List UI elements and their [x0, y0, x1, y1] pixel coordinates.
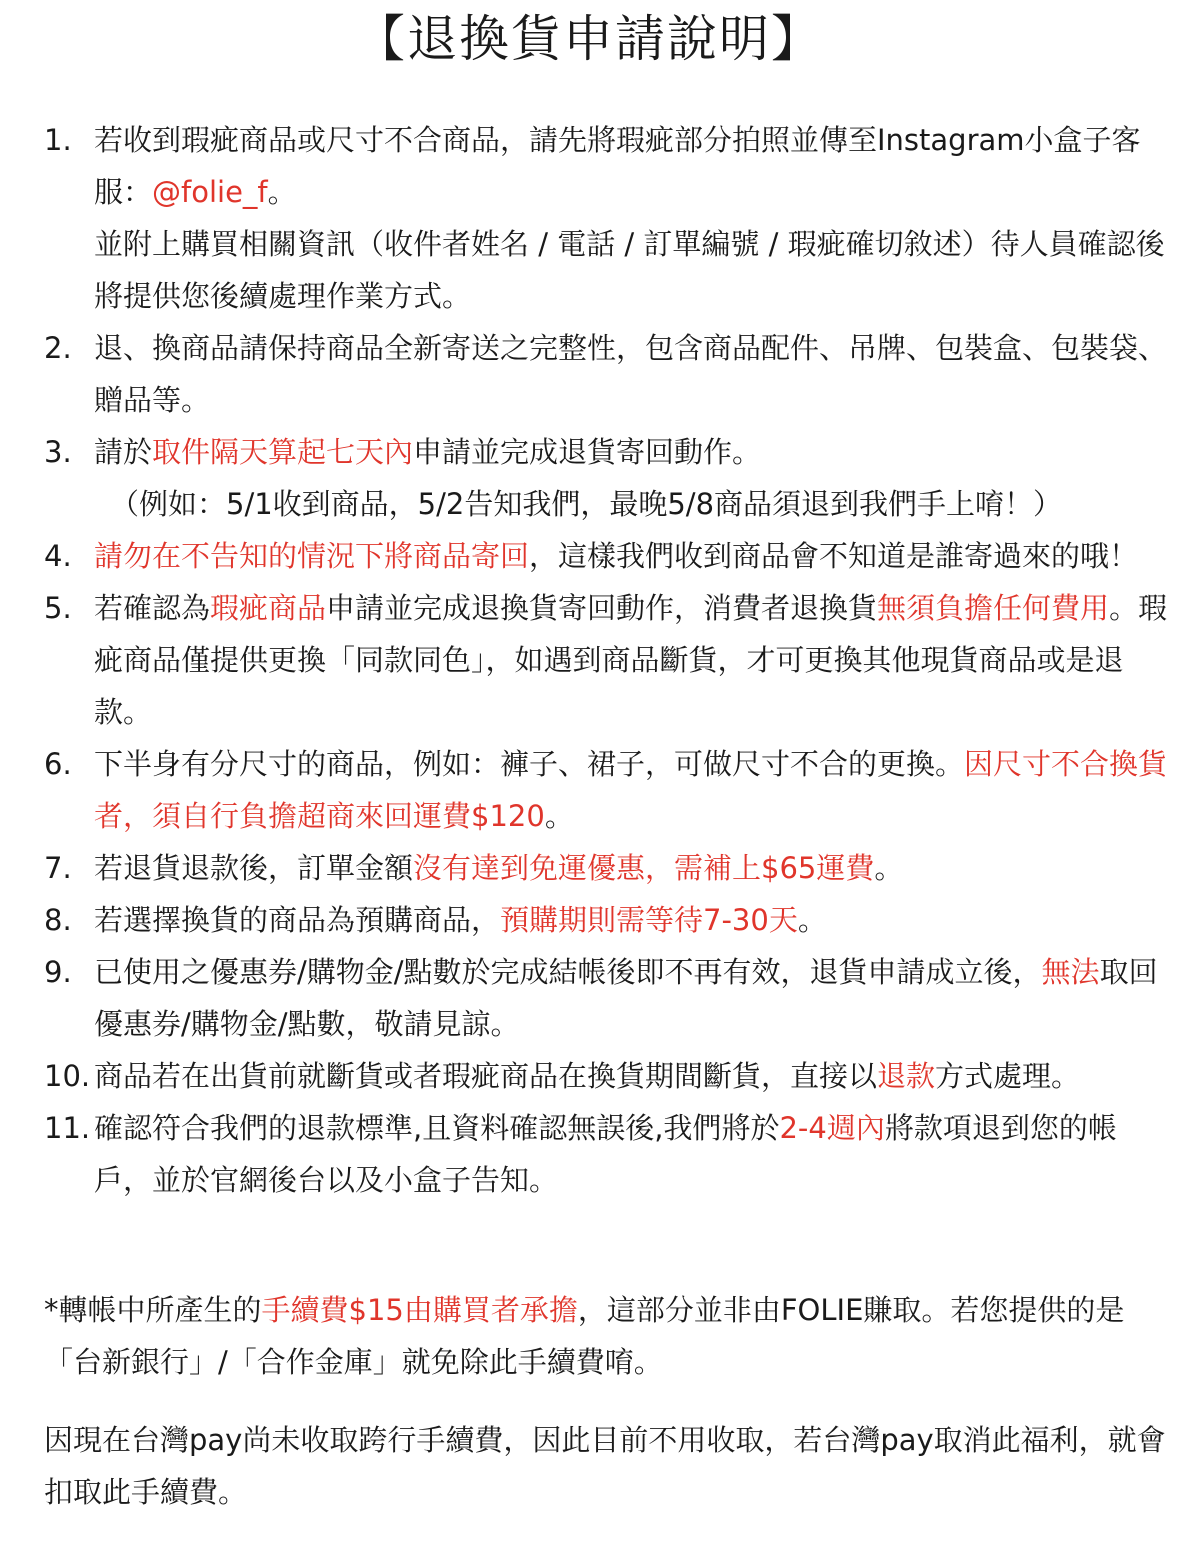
taiwan-pay-note: 因現在台灣pay尚未收取跨行手續費，因此目前不用收取，若台灣pay取消此福利，就會扣取此手續費。: [44, 1423, 1166, 1509]
list-item: [44, 582, 1168, 738]
highlight-text: 無須負擔任何費用: [877, 591, 1110, 625]
body-text: 將款項退到您的帳戶，並於官網後台以及小盒子告知。: [94, 1111, 1117, 1197]
item-number: 10.: [44, 1059, 91, 1093]
list-item: [44, 894, 1168, 946]
body-text: 若選擇換貨的商品為預購商品，: [94, 903, 501, 937]
list-item: [44, 1102, 1168, 1206]
item-text: [94, 530, 1168, 582]
body-text: 商品若在出貨前就斷貨或者瑕疵商品在換貨期間斷貨，直接以: [94, 1059, 878, 1093]
item-text: [94, 114, 1168, 322]
list-item: [44, 322, 1168, 426]
body-text: 。瑕疵商品僅提供更換「同款同色」，如遇到商品斷貨，才可更換其他現貨商品或是退款。: [94, 591, 1168, 729]
highlight-text: 因尺寸不合換貨者，須自行負擔超商來回運費$120: [94, 747, 1168, 833]
item-number: 4.: [44, 539, 72, 573]
item-text: [94, 738, 1168, 842]
body-text: 若收到瑕疵商品或尺寸不合商品，請先將瑕疵部分拍照並傳至Instagram小盒子客服：: [94, 123, 1141, 209]
item-text: [94, 1050, 1168, 1102]
item-subtext: 並附上購買相關資訊（收件者姓名 / 電話 / 訂單編號 / 瑕疵確切敘述）待人員確認後將提供您後續處理作業方式。: [94, 227, 1165, 313]
item-text: [94, 946, 1168, 1050]
list-item: [44, 530, 1168, 582]
list-item: [44, 842, 1168, 894]
body-text: 退、換商品請保持商品全新寄送之完整性，包含商品配件、吊牌、包裝盒、包裝袋、贈品等。: [94, 331, 1168, 417]
highlight-text: 2-4週內: [779, 1111, 885, 1145]
item-text: [94, 322, 1168, 426]
body-text: 下半身有分尺寸的商品，例如：褲子、裙子，可做尺寸不合的更換。: [94, 747, 965, 781]
transfer-fee-note: [44, 1284, 1168, 1388]
item-number: 6.: [44, 747, 72, 781]
item-number: 1.: [44, 123, 72, 157]
body-text: ，這部分並非由FOLIE賺取。若您提供的是「台新銀行」/「合作金庫」就免除此手續費唷。: [44, 1293, 1125, 1379]
list-item: [44, 1050, 1168, 1102]
item-text: [94, 1102, 1168, 1206]
highlight-text: 瑕疵商品: [210, 591, 327, 625]
body-text: 取回優惠券/購物金/點數，敬請見諒。: [94, 955, 1158, 1041]
body-text: 確認符合我們的退款標準,且資料確認無誤後,我們將於: [94, 1111, 780, 1145]
item-text: [94, 842, 1168, 894]
body-text: 申請並完成退換貨寄回動作，消費者退換貨: [326, 591, 878, 625]
item-number: 5.: [44, 591, 72, 625]
body-text: 。: [874, 851, 904, 885]
body-text: 。: [544, 799, 574, 833]
body-text: 若確認為: [94, 591, 211, 625]
body-text: 若退貨退款後，訂單金額: [94, 851, 414, 885]
highlight-text: 手續費$15由購買者承擔: [261, 1293, 578, 1327]
body-text: *轉帳中所產生的: [44, 1293, 262, 1327]
highlight-text: 請勿在不告知的情況下將商品寄回: [94, 539, 530, 573]
list-item: [44, 114, 1168, 322]
body-text: 。: [267, 175, 297, 209]
item-number: 9.: [44, 955, 72, 989]
item-number: 8.: [44, 903, 72, 937]
body-text: 請於: [94, 435, 153, 469]
item-number: 7.: [44, 851, 72, 885]
item-text: [94, 582, 1168, 738]
list-item: [44, 738, 1168, 842]
item-number: 3.: [44, 435, 72, 469]
highlight-text: @folie_f: [152, 175, 268, 209]
highlight-text: 無法: [1041, 955, 1100, 989]
item-text: [94, 894, 1168, 946]
policy-list: [44, 114, 1168, 1206]
body-text: 已使用之優惠券/購物金/點數於完成結帳後即不再有效，退貨申請成立後，: [94, 955, 1042, 989]
list-item: [44, 426, 1168, 530]
item-number: 11.: [44, 1111, 91, 1145]
highlight-text: 預購期則需等待7-30天: [500, 903, 798, 937]
body-text: 申請並完成退貨寄回動作。: [413, 435, 762, 469]
highlight-text: 退款: [877, 1059, 936, 1093]
item-subtext: （例如：5/1收到商品，5/2告知我們，最晚5/8商品須退到我們手上唷！）: [110, 487, 1063, 521]
highlight-text: 取件隔天算起七天內: [152, 435, 414, 469]
page-title: 【退換貨申請說明】: [355, 10, 823, 68]
item-text: [94, 426, 1168, 530]
highlight-text: 沒有達到免運優惠，需補上$65運費: [413, 851, 875, 885]
body-text: 。: [797, 903, 827, 937]
body-text: ，這樣我們收到商品會不知道是誰寄過來的哦！: [529, 539, 1139, 573]
list-item: [44, 946, 1168, 1050]
item-number: 2.: [44, 331, 72, 365]
body-text: 方式處理。: [935, 1059, 1081, 1093]
